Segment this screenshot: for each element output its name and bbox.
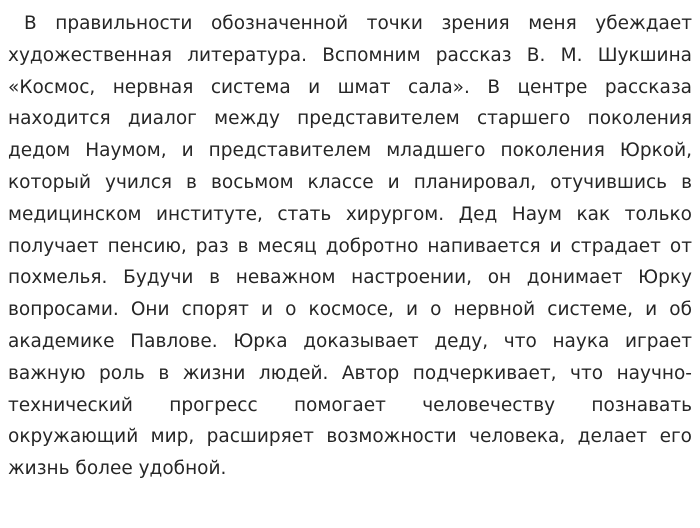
essay-paragraph: В правильности обозначенной точки зрения меня убеждает художественная литература. Вспомним рассказ В. М. Шукшина «Космос, нервная система и шмат сала». В центре рассказа находится диалог между представителем старшего поколения дедом Наумом, и представителем младшего поколения Юркой, который учился в восьмом классе и планировал, отучившись в медицинском институте, стать хирургом. Дед Наум как только получает пенсию, раз в месяц добротно напивается и страдает от похмелья. Будучи в неважном настроении, он донимает Юрку вопросами. Они спорят и о космосе, и о нервной системе, и об академике Павлове. Юрка доказывает деду, что наука играет важную роль в жизни людей. Автор подчеркивает, что научно-технический прогресс помогает человечеству познавать окружающий мир, расширяет возможности человека, делает его жизнь более удобной. <box>8 13 692 480</box>
